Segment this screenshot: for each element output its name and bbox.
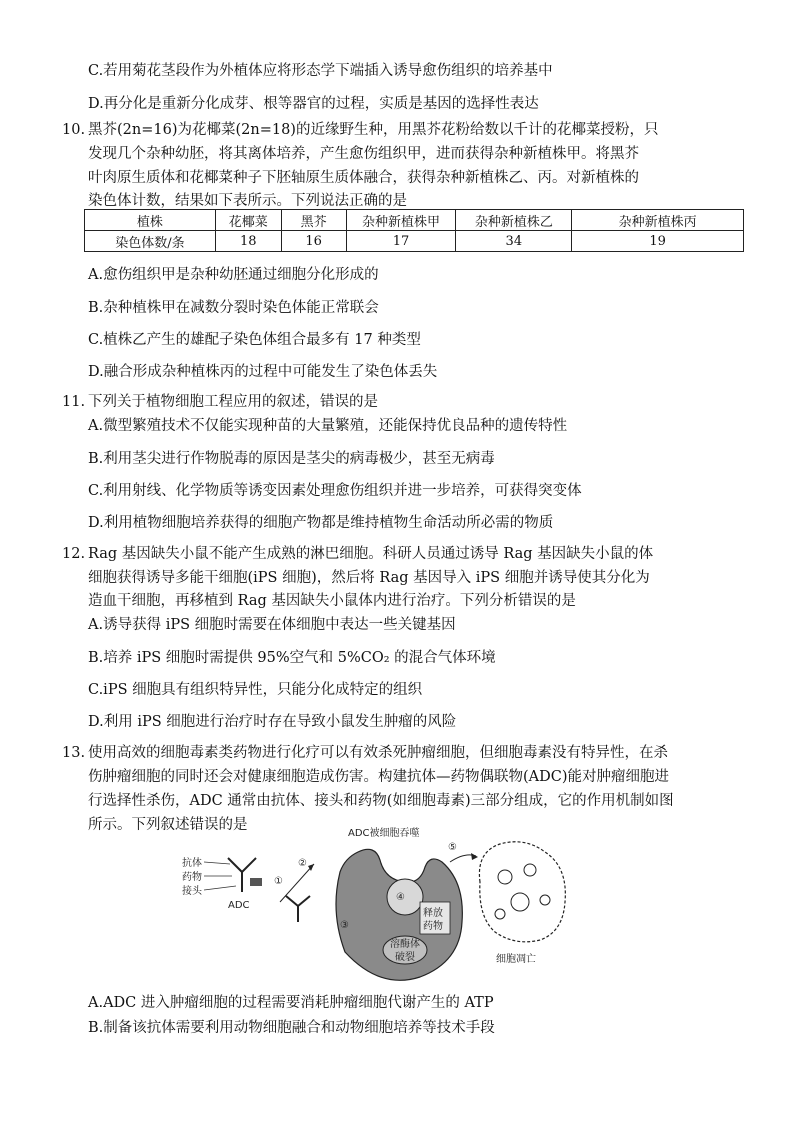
- step-2-marker: ②: [298, 858, 307, 869]
- table-header-cell: 杂种新植株甲: [346, 210, 456, 231]
- q12-option-c: C.iPS 细胞具有组织特异性，只能分化成特定的组织: [88, 682, 423, 698]
- label-apoptosis: 细胞凋亡: [496, 954, 536, 965]
- table-row: [85, 231, 744, 252]
- q12-option-d: D.利用 iPS 细胞进行治疗时存在导致小鼠发生肿瘤的风险: [88, 714, 457, 730]
- q9-option-c: C.若用菊花茎段作为外植体应将形态学下端插入诱导愈伤组织的培养基中: [88, 63, 553, 79]
- adc-mechanism-diagram: [180, 822, 580, 992]
- q13-number: 13.: [62, 745, 86, 761]
- table-header-cell: 黑芥: [281, 210, 346, 231]
- q10-option-b: B.杂种植株甲在减数分裂时染色体能正常联会: [88, 300, 379, 316]
- table-header-cell: 杂种新植株丙: [572, 210, 744, 231]
- step-5-marker: ⑤: [448, 842, 457, 853]
- q13-option-b: B.制备该抗体需要利用动物细胞融合和动物细胞培养等技术手段: [88, 1020, 495, 1036]
- label-release-2: 药物: [423, 921, 443, 932]
- q12-number: 12.: [62, 546, 86, 562]
- q13-option-a: A.ADC 进入肿瘤细胞的过程需要消耗肿瘤细胞代谢产生的 ATP: [88, 995, 494, 1011]
- table-cell: 34: [456, 231, 572, 252]
- table-cell: 染色体数/条: [85, 231, 216, 252]
- antibody-icon: [286, 896, 310, 922]
- step-1-marker: ①: [274, 876, 283, 887]
- q10-option-a: A.愈伤组织甲是杂种幼胚通过细胞分化形成的: [88, 267, 379, 283]
- label-lysosome-2: 破裂: [395, 952, 415, 963]
- q13-stem-line-3: 行选择性杀伤，ADC 通常由抗体、接头和药物(如细胞毒素)三部分组成，它的作用机制如图: [88, 793, 674, 809]
- step-3-marker: ③: [340, 920, 349, 931]
- q10-option-c: C.植株乙产生的雄配子染色体组合最多有 17 种类型: [88, 332, 421, 348]
- step-4-marker: ④: [396, 892, 405, 903]
- q11-option-a: A.微型繁殖技术不仅能实现种苗的大量繁殖，还能保持优良品种的遗传特性: [88, 418, 568, 434]
- table-header-cell: 花椰菜: [215, 210, 281, 231]
- q10-stem-line-4: 染色体计数，结果如下表所示。下列说法正确的是: [88, 193, 407, 209]
- table-cell: 17: [346, 231, 456, 252]
- q12-option-a: A.诱导获得 iPS 细胞时需要在体细胞中表达一些关键基因: [88, 617, 456, 633]
- label-adc-engulfed: ADC被细胞吞噬: [348, 828, 420, 839]
- label-lysosome-1: 溶酶体: [390, 939, 420, 950]
- table-cell: 16: [281, 231, 346, 252]
- q12-stem-line-1: Rag 基因缺失小鼠不能产生成熟的淋巴细胞。科研人员通过诱导 Rag 基因缺失小鼠的体: [88, 546, 654, 562]
- q10-option-d: D.融合形成杂种植株丙的过程中可能发生了染色体丢失: [88, 364, 438, 380]
- q12-option-b: B.培养 iPS 细胞时需提供 95%空气和 5%CO₂ 的混合气体环境: [88, 650, 496, 666]
- label-release-1: 释放: [423, 908, 443, 919]
- table-cell: 19: [572, 231, 744, 252]
- q13-stem-line-4: 所示。下列叙述错误的是: [88, 817, 248, 833]
- label-adc: ADC: [228, 900, 250, 911]
- q9-option-d: D.再分化是重新分化成芽、根等器官的过程，实质是基因的选择性表达: [88, 96, 539, 112]
- q10-number: 10.: [62, 122, 86, 138]
- q11-number: 11.: [62, 394, 86, 410]
- q10-stem-line-1: 黑芥(2n=16)为花椰菜(2n=18)的近缘野生种，用黑芥花粉给数以千计的花椰菜授粉，只: [88, 122, 659, 138]
- table-header-row: [85, 210, 744, 231]
- table-header-cell: 杂种新植株乙: [456, 210, 572, 231]
- q11-stem: 下列关于植物细胞工程应用的叙述，错误的是: [88, 394, 378, 410]
- q13-stem-line-2: 伤肿瘤细胞的同时还会对健康细胞造成伤害。构建抗体—药物偶联物(ADC)能对肿瘤细胞进: [88, 769, 670, 785]
- q13-stem-line-1: 使用高效的细胞毒素类药物进行化疗可以有效杀死肿瘤细胞，但细胞毒素没有特异性，在杀: [88, 745, 668, 761]
- table-cell: 18: [215, 231, 281, 252]
- table-header-cell: 植株: [85, 210, 216, 231]
- q11-option-c: C.利用射线、化学物质等诱变因素处理愈伤组织并进一步培养，可获得突变体: [88, 483, 582, 499]
- chromosome-table: [84, 209, 744, 252]
- q11-option-d: D.利用植物细胞培养获得的细胞产物都是维持植物生命活动所必需的物质: [88, 515, 554, 531]
- label-drug: 药物: [182, 872, 202, 883]
- label-antibody: 抗体: [182, 858, 202, 869]
- adc-molecule-icon: [228, 858, 262, 892]
- q10-stem-line-3: 叶肉原生质体和花椰菜种子下胚轴原生质体融合，获得杂种新植株乙、丙。对新植株的: [88, 170, 639, 186]
- q12-stem-line-2: 细胞获得诱导多能干细胞(iPS 细胞)，然后将 Rag 基因导入 iPS 细胞并诱导使其分化为: [88, 570, 650, 586]
- q10-stem-line-2: 发现几个杂种幼胚，将其离体培养，产生愈伤组织甲，进而获得杂种新植株甲。将黑芥: [88, 146, 639, 162]
- apoptotic-cell-shape: [479, 842, 565, 942]
- q12-stem-line-3: 造血干细胞，再移植到 Rag 基因缺失小鼠体内进行治疗。下列分析错误的是: [88, 593, 576, 609]
- label-linker: 接头: [182, 886, 202, 897]
- q11-option-b: B.利用茎尖进行作物脱毒的原因是茎尖的病毒极少，甚至无病毒: [88, 451, 495, 467]
